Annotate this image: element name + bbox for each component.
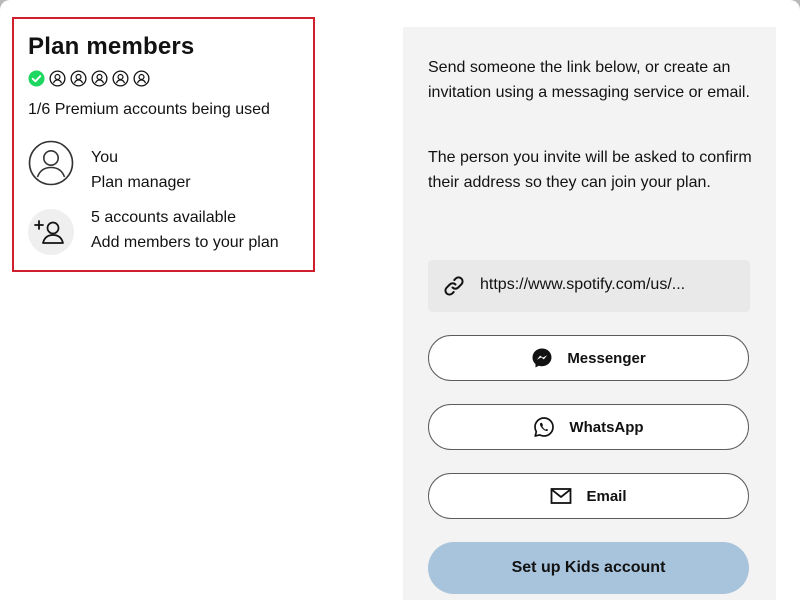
whatsapp-label: WhatsApp — [569, 418, 644, 436]
user-circle-icon — [70, 70, 87, 87]
user-circle-icon — [112, 70, 129, 87]
member-info — [91, 145, 191, 195]
link-icon — [442, 274, 466, 298]
accounts-available: 5 accounts available — [91, 209, 236, 226]
add-members-label: Add members to your plan — [91, 234, 279, 251]
user-circle-icon — [91, 70, 108, 87]
email-button[interactable] — [428, 473, 749, 519]
invite-link-field[interactable] — [428, 260, 750, 312]
messenger-label: Messenger — [567, 349, 646, 367]
member-slots — [28, 70, 150, 88]
page-title: Plan members — [28, 33, 195, 60]
invite-link-url: https://www.spotify.com/us/... — [480, 276, 686, 293]
messenger-icon — [531, 347, 553, 369]
add-members-info — [91, 205, 279, 255]
user-circle-icon — [49, 70, 66, 87]
add-user-icon — [28, 209, 74, 255]
member-row-you — [28, 140, 308, 190]
whatsapp-icon — [533, 416, 555, 438]
setup-kids-account-label: Set up Kids account — [511, 559, 666, 576]
member-name: You — [91, 149, 118, 166]
setup-kids-account-button[interactable] — [428, 542, 749, 594]
invite-description: Send someone the link below, or create an invitation using a messaging service or email. — [428, 59, 750, 101]
add-members-row[interactable] — [28, 205, 308, 255]
usage-text: 1/6 Premium accounts being used — [28, 101, 270, 118]
check-circle-icon — [28, 70, 45, 87]
member-role: Plan manager — [91, 174, 191, 191]
messenger-button[interactable] — [428, 335, 749, 381]
whatsapp-button[interactable] — [428, 404, 749, 450]
user-avatar-icon — [28, 140, 74, 186]
invite-confirmation-note: The person you invite will be asked to confirm their address so they can join your plan. — [428, 149, 752, 191]
email-icon — [550, 485, 572, 507]
user-circle-icon — [133, 70, 150, 87]
email-label: Email — [586, 487, 627, 505]
